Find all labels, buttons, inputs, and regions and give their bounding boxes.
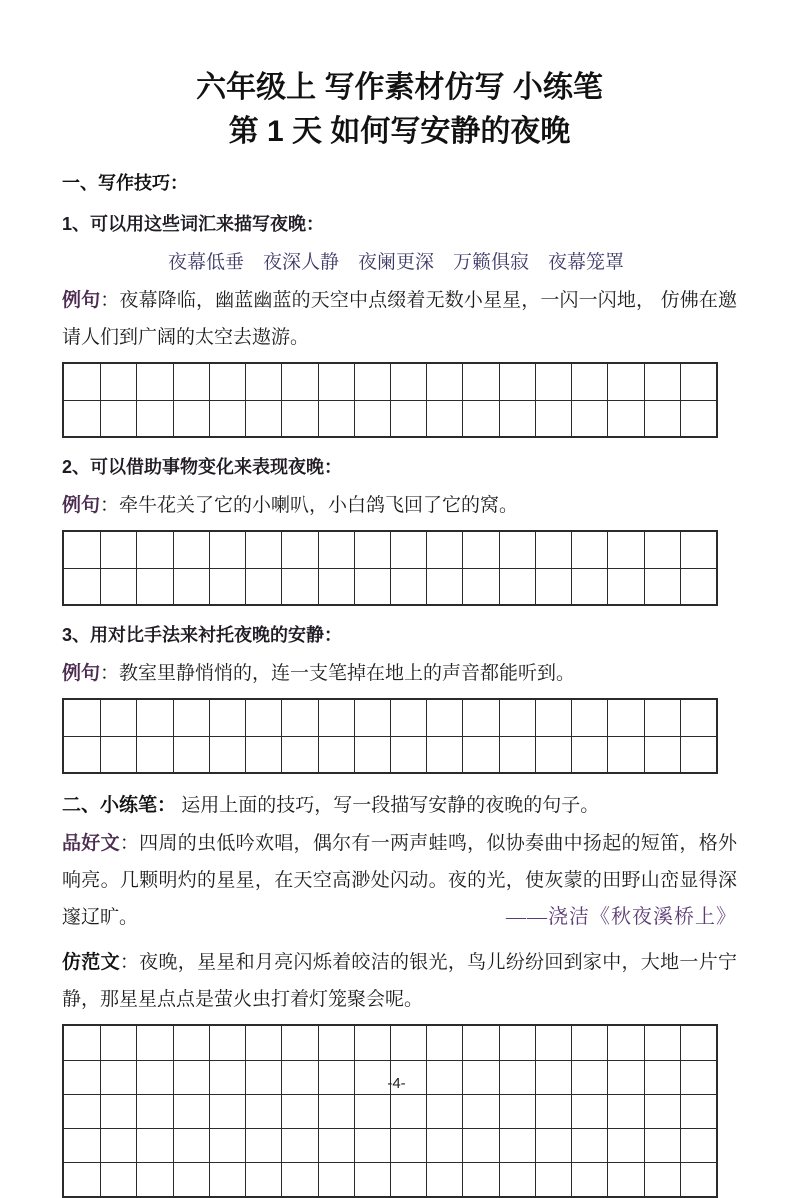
grid-cell [209, 700, 245, 736]
grid-cell [64, 568, 100, 604]
example-label: 例句 [62, 290, 101, 311]
grid-cell [680, 1162, 716, 1196]
section-one-heading: 一、写作技巧： [62, 173, 188, 193]
grid-cell [245, 736, 281, 772]
writing-grid [62, 530, 718, 606]
grid-cell [173, 1094, 209, 1128]
example-text: ：夜幕降临，幽蓝幽蓝的天空中点缀着无数小星星，一闪一闪地， 仿佛在邀请人们到广阔的太空去遨游。 [62, 290, 737, 348]
grid-cell [535, 400, 571, 436]
grid-cell [245, 1094, 281, 1128]
grid-cell [245, 700, 281, 736]
good-passage-label: 品好文 [62, 833, 120, 854]
grid-cell [64, 700, 100, 736]
grid-cell [462, 1162, 498, 1196]
technique-heading: 2、可以借助事物变化来表现夜晚： [62, 457, 343, 477]
grid-cell [499, 1128, 535, 1162]
grid-cell [354, 532, 390, 568]
example-label: 例句 [62, 663, 101, 684]
section-two-heading [62, 790, 737, 817]
good-passage-text: ：四周的虫低吟欢唱，偶尔有一两声蛙鸣，似协奏曲中扬起的短笛，格外响亮。几颗明灼的星星，在天空高渺处闪动。夜的光，使灰蒙的田野山峦显得深邃辽旷。 [62, 833, 737, 928]
grid-cell [535, 364, 571, 400]
grid-cell [390, 400, 426, 436]
grid-cell [499, 532, 535, 568]
grid-cell [318, 1094, 354, 1128]
grid-cell [209, 532, 245, 568]
grid-cell [644, 736, 680, 772]
example-paragraph [62, 487, 737, 524]
grid-cell [462, 1128, 498, 1162]
grid-cell [318, 1026, 354, 1060]
grid-cell [607, 1128, 643, 1162]
grid-cell [281, 1162, 317, 1196]
grid-cell [535, 1128, 571, 1162]
grid-cell [499, 568, 535, 604]
grid-cell [680, 736, 716, 772]
grid-cell [281, 1094, 317, 1128]
section-two-heading-label: 二、小练笔： [62, 795, 177, 816]
grid-cell [173, 532, 209, 568]
grid-cell [354, 736, 390, 772]
grid-cell [209, 736, 245, 772]
grid-cell [209, 400, 245, 436]
grid-cell [136, 1026, 172, 1060]
grid-cell [390, 736, 426, 772]
section-two-heading-text: 运用上面的技巧，写一段描写安静的夜晚的句子。 [176, 795, 600, 816]
grid-cell [136, 568, 172, 604]
grid-cell [390, 1162, 426, 1196]
grid-cell [499, 400, 535, 436]
example-text: ：教室里静悄悄的，连一支笔掉在地上的声音都能听到。 [100, 663, 576, 684]
grid-cell [644, 1128, 680, 1162]
grid-cell [100, 736, 136, 772]
grid-cell [499, 1026, 535, 1060]
grid-cell [100, 568, 136, 604]
grid-cell [318, 700, 354, 736]
grid-cell [571, 1128, 607, 1162]
grid-cell [390, 1094, 426, 1128]
example-label: 例句 [62, 495, 101, 516]
grid-cell [680, 1094, 716, 1128]
technique-heading: 1、可以用这些词汇来描写夜晚： [62, 214, 325, 234]
technique-block-2 [62, 453, 737, 606]
grid-cell [426, 1128, 462, 1162]
example-text: ：牵牛花关了它的小喇叭，小白鸽飞回了它的窝。 [100, 495, 519, 516]
grid-cell [354, 1026, 390, 1060]
grid-cell [281, 532, 317, 568]
grid-cell [499, 700, 535, 736]
grid-cell [499, 1094, 535, 1128]
grid-cell [64, 1026, 100, 1060]
grid-cell [462, 700, 498, 736]
grid-cell [426, 1026, 462, 1060]
grid-cell [245, 1162, 281, 1196]
grid-cell [680, 364, 716, 400]
page-content [62, 0, 737, 1198]
grid-cell [64, 532, 100, 568]
grid-cell [100, 400, 136, 436]
grid-cell [644, 1162, 680, 1196]
grid-cell [354, 1128, 390, 1162]
example-paragraph [62, 655, 737, 692]
grid-cell [607, 532, 643, 568]
grid-cell [173, 700, 209, 736]
grid-cell [462, 1094, 498, 1128]
grid-cell [318, 364, 354, 400]
grid-cell [499, 364, 535, 400]
grid-cell [462, 364, 498, 400]
technique-block-1 [62, 210, 737, 438]
technique-heading: 3、用对比手法来衬托夜晚的安静： [62, 625, 343, 645]
main-title-line-1: 六年级上 写作素材仿写 小练笔 [196, 71, 603, 104]
main-title [62, 66, 737, 154]
grid-cell [173, 736, 209, 772]
grid-cell [245, 400, 281, 436]
final-writing-grid [62, 1024, 718, 1198]
grid-cell [607, 364, 643, 400]
grid-cell [426, 700, 462, 736]
grid-cell [571, 1162, 607, 1196]
grid-cell [281, 400, 317, 436]
grid-cell [64, 736, 100, 772]
grid-cell [281, 568, 317, 604]
grid-cell [64, 364, 100, 400]
grid-cell [571, 736, 607, 772]
grid-cell [209, 568, 245, 604]
grid-cell [245, 568, 281, 604]
grid-cell [644, 1026, 680, 1060]
grid-cell [173, 1026, 209, 1060]
grid-cell [281, 700, 317, 736]
model-passage-paragraph [62, 944, 737, 1018]
writing-grid [62, 698, 718, 774]
grid-cell [462, 736, 498, 772]
grid-cell [644, 364, 680, 400]
grid-cell [64, 1128, 100, 1162]
grid-cell [354, 568, 390, 604]
grid-cell [281, 1128, 317, 1162]
grid-cell [426, 1162, 462, 1196]
grid-cell [535, 1094, 571, 1128]
grid-cell [173, 1162, 209, 1196]
grid-cell [535, 1026, 571, 1060]
grid-cell [173, 568, 209, 604]
grid-cell [426, 364, 462, 400]
grid-cell [100, 364, 136, 400]
grid-cell [390, 700, 426, 736]
grid-cell [136, 400, 172, 436]
vocabulary-line: 夜幕低垂 夜深人静 夜阑更深 万籁俱寂 夜幕笼罩 [168, 252, 625, 273]
grid-cell [571, 1094, 607, 1128]
grid-cell [426, 568, 462, 604]
grid-cell [462, 532, 498, 568]
grid-cell [100, 532, 136, 568]
grid-cell [318, 1162, 354, 1196]
grid-cell [680, 400, 716, 436]
grid-cell [607, 1162, 643, 1196]
grid-cell [354, 400, 390, 436]
grid-cell [571, 364, 607, 400]
grid-cell [100, 700, 136, 736]
grid-cell [318, 568, 354, 604]
grid-cell [209, 364, 245, 400]
grid-cell [209, 1026, 245, 1060]
grid-cell [571, 532, 607, 568]
grid-cell [136, 1128, 172, 1162]
grid-cell [644, 700, 680, 736]
grid-cell [462, 568, 498, 604]
grid-cell [318, 1128, 354, 1162]
grid-cell [100, 1026, 136, 1060]
grid-cell [535, 1162, 571, 1196]
grid-cell [680, 1026, 716, 1060]
grid-cell [644, 1094, 680, 1128]
grid-cell [680, 532, 716, 568]
grid-cell [354, 700, 390, 736]
grid-cell [281, 736, 317, 772]
grid-cell [136, 1094, 172, 1128]
grid-cell [390, 364, 426, 400]
grid-cell [607, 1026, 643, 1060]
grid-cell [354, 364, 390, 400]
grid-cell [281, 1026, 317, 1060]
grid-cell [426, 1094, 462, 1128]
example-paragraph [62, 282, 737, 356]
grid-cell [136, 532, 172, 568]
grid-cell [209, 1094, 245, 1128]
grid-cell [499, 1162, 535, 1196]
grid-cell [535, 532, 571, 568]
grid-cell [571, 400, 607, 436]
grid-cell [390, 532, 426, 568]
grid-cell [354, 1162, 390, 1196]
grid-cell [680, 1128, 716, 1162]
model-passage-text: ：夜晚，星星和月亮闪烁着皎洁的银光，鸟儿纷纷回到家中，大地一片宁静，那星星点点是萤火虫打着灯笼聚会呢。 [62, 952, 737, 1010]
model-passage-label: 仿范文 [62, 952, 120, 973]
grid-cell [245, 364, 281, 400]
grid-cell [499, 736, 535, 772]
grid-cell [644, 532, 680, 568]
grid-cell [571, 700, 607, 736]
grid-cell [173, 364, 209, 400]
grid-cell [318, 400, 354, 436]
grid-cell [571, 568, 607, 604]
grid-cell [462, 1026, 498, 1060]
grid-cell [426, 400, 462, 436]
grid-cell [607, 700, 643, 736]
grid-cell [64, 400, 100, 436]
grid-cell [535, 736, 571, 772]
grid-cell [535, 568, 571, 604]
grid-cell [535, 700, 571, 736]
grid-cell [607, 736, 643, 772]
grid-cell [245, 532, 281, 568]
grid-cell [100, 1162, 136, 1196]
grid-cell [173, 1128, 209, 1162]
grid-cell [571, 1026, 607, 1060]
main-title-line-2: 第 1 天 如何写安静的夜晚 [228, 115, 571, 148]
attribution: ——浇洁《秋夜溪桥上》 [506, 906, 737, 928]
grid-cell [209, 1162, 245, 1196]
grid-cell [390, 1026, 426, 1060]
grid-cell [462, 400, 498, 436]
grid-cell [607, 400, 643, 436]
grid-cell [281, 364, 317, 400]
grid-cell [245, 1026, 281, 1060]
grid-cell [426, 736, 462, 772]
grid-cell [318, 736, 354, 772]
grid-cell [245, 1128, 281, 1162]
grid-cell [680, 568, 716, 604]
technique-block-3 [62, 621, 737, 774]
grid-cell [64, 1094, 100, 1128]
grid-cell [390, 568, 426, 604]
grid-cell [390, 1128, 426, 1162]
grid-cell [209, 1128, 245, 1162]
grid-cell [644, 400, 680, 436]
grid-cell [607, 1094, 643, 1128]
grid-cell [100, 1094, 136, 1128]
grid-cell [136, 700, 172, 736]
grid-cell [64, 1162, 100, 1196]
grid-cell [607, 568, 643, 604]
grid-cell [136, 1162, 172, 1196]
grid-cell [100, 1128, 136, 1162]
grid-cell [136, 736, 172, 772]
grid-cell [680, 700, 716, 736]
grid-cell [644, 568, 680, 604]
good-passage-paragraph [62, 825, 737, 936]
grid-cell [173, 400, 209, 436]
page-number: -4- [387, 1075, 406, 1092]
grid-cell [354, 1094, 390, 1128]
grid-cell [426, 532, 462, 568]
grid-cell [136, 364, 172, 400]
grid-cell [318, 532, 354, 568]
writing-grid [62, 362, 718, 438]
